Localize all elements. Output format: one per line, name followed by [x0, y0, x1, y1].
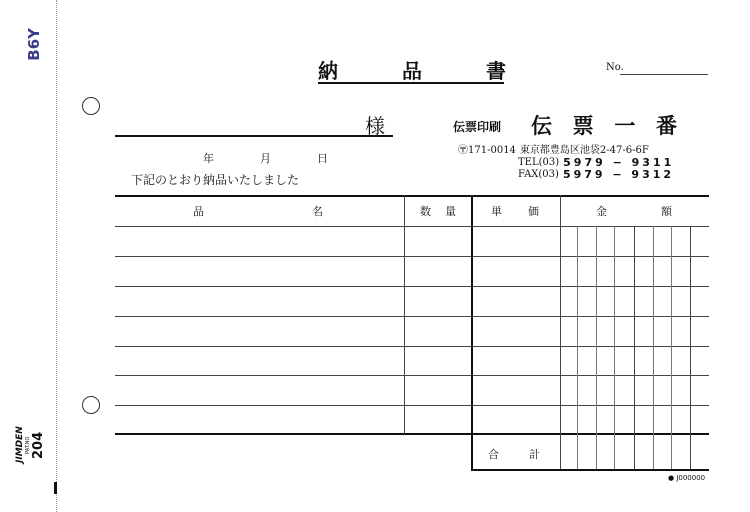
header-char: 品	[193, 205, 204, 218]
pat-no-label: PAT.NO	[25, 436, 31, 454]
number-field[interactable]	[620, 74, 708, 75]
header-char: 量	[445, 205, 456, 218]
date-row	[203, 150, 328, 166]
perforation-line	[56, 0, 57, 512]
header-char: 金	[596, 205, 607, 218]
company-name-char: 票	[572, 114, 594, 138]
number-label: No.	[606, 62, 624, 73]
header-item-name	[193, 203, 323, 219]
company-name	[531, 110, 677, 140]
form-number-block	[15, 405, 46, 485]
table-row-rule	[115, 256, 709, 257]
amount-digit-divider	[577, 226, 578, 470]
product-code: ● J000000	[668, 474, 706, 482]
document-title	[318, 55, 506, 81]
column-divider-unit-price	[471, 195, 473, 470]
total-char: 計	[529, 448, 540, 461]
table-row-rule	[115, 286, 709, 287]
total-char: 合	[488, 448, 499, 461]
header-char: 価	[528, 205, 539, 218]
amount-digit-divider	[596, 226, 597, 470]
table-bottom-rule	[115, 433, 709, 435]
binding-hole-bottom	[82, 396, 100, 414]
title-char: 書	[486, 59, 506, 83]
column-divider-amount	[560, 195, 561, 470]
title-char: 品	[402, 59, 422, 83]
fax-number: 5979 − 9312	[562, 168, 675, 181]
table-top-rule	[115, 195, 709, 197]
table-row-rule	[115, 375, 709, 376]
total-label	[488, 446, 540, 462]
column-divider-qty	[404, 195, 405, 434]
fax-label: FAX(03)	[518, 169, 559, 180]
brand-logo: JIMDEN	[15, 426, 25, 464]
customer-name-field[interactable]	[115, 135, 393, 137]
company-address: 東京都豊島区池袋2-47-6-6F	[519, 145, 649, 156]
customer-suffix: 様	[365, 114, 385, 138]
header-char: 名	[312, 205, 323, 218]
amount-digit-divider	[671, 226, 672, 470]
amount-digit-divider	[634, 226, 635, 470]
year-label: 年	[203, 152, 214, 165]
form-number: 204	[31, 431, 46, 459]
total-box-bottom-rule	[471, 469, 709, 471]
tel-number: 5979 − 9311	[563, 156, 675, 169]
amount-digit-divider	[690, 226, 691, 470]
company-label: 伝票印刷	[453, 120, 502, 134]
header-unit-price	[491, 203, 539, 219]
table-row-rule	[115, 346, 709, 347]
title-char: 納	[318, 59, 338, 83]
amount-digit-divider	[614, 226, 615, 470]
header-amount	[596, 203, 672, 219]
header-char: 数	[420, 205, 431, 218]
edge-mark	[54, 482, 57, 494]
table-header-rule	[115, 226, 709, 227]
company-name-char: 番	[655, 114, 677, 138]
amount-digit-divider	[653, 226, 654, 470]
month-label: 月	[260, 152, 271, 165]
binding-hole-top	[82, 97, 100, 115]
company-name-char: 伝	[531, 114, 552, 138]
size-code: B6Y	[25, 28, 43, 61]
header-quantity	[420, 203, 456, 219]
delivery-notice: 下記のとおり納品いたしました	[131, 173, 300, 187]
postal-code: 〶171-0014	[458, 145, 516, 156]
header-char: 額	[661, 205, 672, 218]
company-address-block	[458, 145, 674, 181]
header-char: 単	[491, 205, 502, 218]
tel-label: TEL(03)	[518, 157, 560, 168]
title-underline	[318, 82, 504, 84]
company-name-char: 一	[614, 114, 636, 138]
table-row-rule	[115, 405, 709, 406]
table-row-rule	[115, 316, 709, 317]
day-label: 日	[317, 152, 328, 165]
